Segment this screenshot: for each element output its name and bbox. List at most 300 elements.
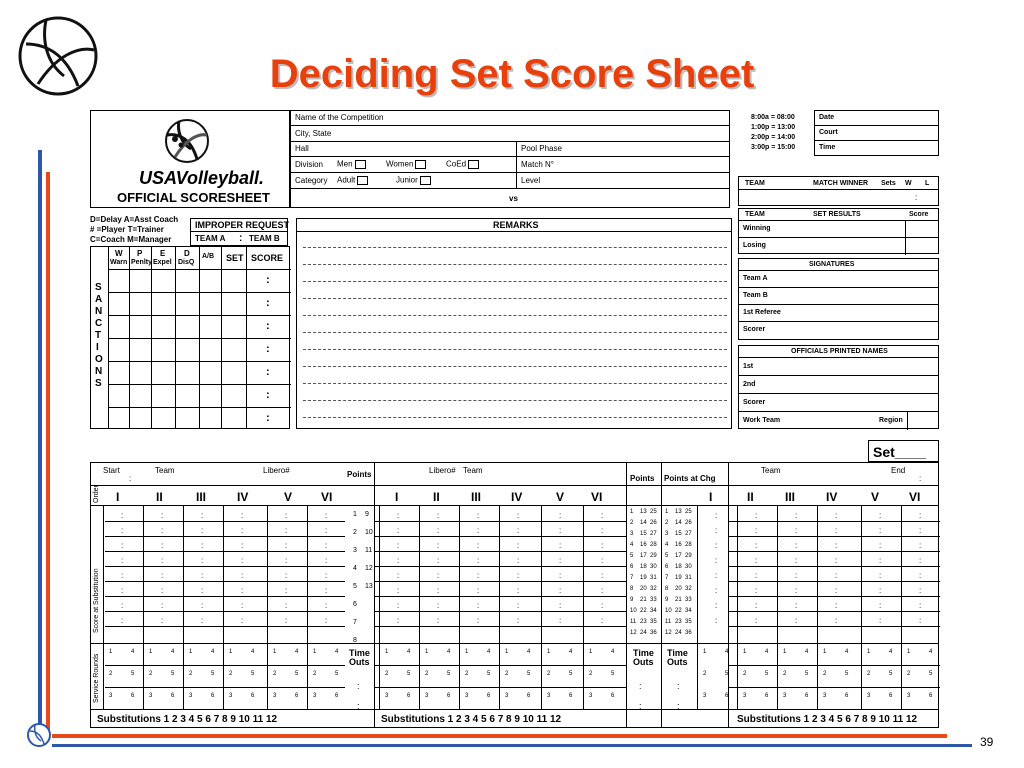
service-round-number: 6 [889,693,893,699]
score-colon: : [437,511,440,520]
score-colon: : [201,571,204,580]
score-colon: : [477,556,480,565]
service-round-number: 2 [867,671,871,677]
points-cell: 6 [665,564,669,570]
score-colon: : [477,526,480,535]
score-colon: : [161,616,164,625]
score-colon: : [517,556,520,565]
score-colon: : [919,601,922,610]
score-colon: : [397,616,400,625]
service-round-number: 3 [149,693,153,699]
set-label-box [868,440,939,462]
score-colon: : [715,541,718,550]
points-cell: 27 [685,531,692,537]
score-colon: : [201,601,204,610]
points-cell: 32 [650,586,657,592]
score-colon: : [121,541,124,550]
service-rounds-side-label: Service Rounds [93,653,100,703]
score-colon: : [879,571,882,580]
score-colon: : [325,526,328,535]
score-colon: : [241,511,244,520]
service-round-number: 6 [569,693,573,699]
service-round-number: 5 [805,671,809,677]
service-round-number: 2 [505,671,509,677]
match-no-label: Match N° [521,160,554,169]
rotation-ii-right: II [747,490,754,504]
service-round-number: 4 [487,649,491,655]
score-colon: : [437,616,440,625]
timeout-colon: : [639,701,642,711]
score-colon: : [601,571,604,580]
points-number: 4 [353,565,357,572]
score-colon: : [397,541,400,550]
score-colon: : [755,511,758,520]
rotation-vi-right: VI [909,490,921,504]
accent-bar-red [46,172,50,737]
time-label: Time [819,144,836,151]
service-round-number: 2 [425,671,429,677]
score-colon: : [325,601,328,610]
service-round-number: 3 [189,693,193,699]
sanction-score-colon: : [266,297,270,309]
timeout-colon: : [677,681,680,691]
points-cell: 23 [640,619,647,625]
service-round-number: 6 [131,693,135,699]
service-round-number: 1 [385,649,389,655]
officials-title: OFFICIALS PRINTED NAMES [791,348,888,355]
service-round-number: 5 [335,671,339,677]
score-colon: : [835,601,838,610]
score-colon: : [835,586,838,595]
points-cell: 20 [675,586,682,592]
service-round-number: 4 [765,649,769,655]
winner-team-header: TEAM [745,180,765,187]
score-colon: : [755,586,758,595]
service-round-number: 1 [273,649,277,655]
points-cell: 25 [650,509,657,515]
level-label: Level [521,176,541,185]
score-colon: : [601,601,604,610]
header-logo-box [90,110,290,208]
service-round-number: 5 [131,671,135,677]
points-cell: 13 [640,509,647,515]
service-round-number: 5 [611,671,615,677]
improper-colon: : [239,233,243,244]
score-colon: : [325,556,328,565]
service-round-number: 3 [385,693,389,699]
score-colon: : [161,601,164,610]
score-colon: : [517,526,520,535]
score-colon: : [161,511,164,520]
score-colon: : [559,586,562,595]
score-colon: : [397,556,400,565]
substitutions-left: Substitutions 1 2 3 4 5 6 7 8 9 10 11 12 [97,714,278,725]
timeout-colon: : [639,681,642,691]
competition-info-box [290,110,730,208]
points-label-left: Points [347,470,372,479]
score-colon: : [397,601,400,610]
points-cell: 24 [640,630,647,636]
sanction-score-header: SCORE [251,253,284,263]
sanction-e-header: E [160,249,166,258]
score-colon: : [437,601,440,610]
score-colon: : [437,526,440,535]
score-colon: : [559,601,562,610]
usav-ball-icon [161,117,213,165]
team-label-right: Team [761,466,781,475]
libero-label-mid: Libero# [429,466,456,475]
score-colon: : [879,616,882,625]
score-colon: : [795,586,798,595]
score-colon: : [715,616,718,625]
points-cell: 18 [675,564,682,570]
score-colon: : [919,571,922,580]
service-round-number: 6 [335,693,339,699]
points-number: 5 [353,583,357,590]
service-round-number: 6 [447,693,451,699]
points-at-chg-label: Points at Chg [664,474,716,483]
service-round-number: 6 [805,693,809,699]
service-round-number: 4 [569,649,573,655]
points-cell: 14 [640,520,647,526]
points-number: 8 [353,637,357,644]
sanctions-letter: A [95,294,103,305]
signature-team-b: Team B [743,292,768,299]
points-cell: 23 [675,619,682,625]
official-first: 1st [743,363,754,370]
time-outs-label: Time Outs [667,648,688,667]
team-label-left: Team [155,466,175,475]
score-colon: : [161,571,164,580]
points-cell: 17 [675,553,682,559]
service-round-number: 1 [823,649,827,655]
service-round-number: 6 [611,693,615,699]
score-colon: : [437,586,440,595]
points-cell: 5 [665,553,669,559]
service-round-number: 6 [765,693,769,699]
points-cell: 36 [685,630,692,636]
service-round-number: 2 [783,671,787,677]
service-round-number: 2 [189,671,193,677]
date-label: Date [819,114,835,121]
officials-table [738,345,939,429]
service-round-number: 5 [527,671,531,677]
service-round-number: 4 [335,649,339,655]
service-round-number: 2 [589,671,593,677]
score-colon: : [285,511,288,520]
score-colon: : [285,571,288,580]
coed-checkbox-label: CoEd [446,160,479,169]
service-round-number: 3 [505,693,509,699]
score-colon: : [795,616,798,625]
service-round-number: 4 [447,649,451,655]
points-cell: 22 [640,608,647,614]
points-cell: 30 [650,564,657,570]
losing-label: Losing [743,242,766,249]
sanction-disq-sub: DisQ [178,259,195,266]
volleyball-icon [26,722,52,748]
improper-request-title: IMPROPER REQUEST [195,220,290,230]
service-round-number: 4 [527,649,531,655]
improper-team-b: TEAM B [249,234,280,243]
service-round-number: 3 [273,693,277,699]
score-colon: : [755,526,758,535]
service-round-number: 3 [743,693,747,699]
points-cell: 11 [630,619,637,625]
points-cell: 31 [650,575,657,581]
score-colon: : [241,586,244,595]
score-area [90,462,939,728]
service-round-number: 1 [547,649,551,655]
service-round-number: 1 [907,649,911,655]
brand-name: USAVolleyball. [139,168,265,188]
score-colon: : [121,511,124,520]
service-round-number: 2 [385,671,389,677]
service-round-number: 1 [149,649,153,655]
score-colon: : [477,601,480,610]
points-cell: 2 [630,520,634,526]
libero-label-left: Libero# [263,466,290,475]
score-colon: : [285,601,288,610]
points-cell: 1 [630,509,634,515]
men-checkbox-label: Men [337,160,366,169]
sanction-score-colon: : [266,389,270,401]
accent-bar-blue [38,150,42,745]
sanctions-letter: S [95,282,102,293]
score-colon: : [161,541,164,550]
points-cell: 14 [675,520,682,526]
service-round-number: 4 [407,649,411,655]
score-colon: : [517,571,520,580]
junior-checkbox[interactable] [420,176,431,185]
score-colon: : [121,586,124,595]
sanction-score-colon: : [266,274,270,286]
sanction-penlty-sub: Penlty [131,259,153,266]
end-label: End [891,466,906,475]
service-round-number: 3 [783,693,787,699]
set-results-header: SET RESULTS [813,211,861,218]
score-colon: : [601,586,604,595]
match-winner-header: MATCH WINNER [813,180,869,187]
sets-colon: : [915,193,918,202]
score-colon: : [201,556,204,565]
service-round-number: 5 [765,671,769,677]
score-colon: : [241,526,244,535]
points-cell: 17 [640,553,647,559]
score-colon: : [715,586,718,595]
service-round-number: 5 [251,671,255,677]
points-cell: 9 [665,597,669,603]
rotation-v-mid: V [556,490,565,504]
service-round-number: 4 [845,649,849,655]
service-round-number: 6 [171,693,175,699]
signatures-table [738,258,939,340]
score-colon: : [559,556,562,565]
points-cell: 35 [650,619,657,625]
service-round-number: 3 [907,693,911,699]
service-round-number: 4 [611,649,615,655]
service-round-number: 4 [211,649,215,655]
points-cell: 27 [650,531,657,537]
rotation-ii-mid: II [433,490,440,504]
service-round-number: 3 [425,693,429,699]
score-colon: : [437,541,440,550]
score-colon: : [397,571,400,580]
service-round-number: 4 [889,649,893,655]
points-cell: 34 [685,608,692,614]
score-colon: : [517,541,520,550]
rotation-iv-mid: IV [511,490,523,504]
sanctions-letter: N [95,366,103,377]
points-cell: 15 [640,531,647,537]
service-round-number: 3 [109,693,113,699]
service-round-number: 2 [465,671,469,677]
service-round-number: 3 [867,693,871,699]
service-round-number: 3 [465,693,469,699]
service-round-number: 5 [929,671,933,677]
score-colon: : [879,526,882,535]
score-colon: : [325,616,328,625]
start-label: Start [103,466,120,475]
sanction-score-colon: : [266,412,270,424]
service-round-number: 5 [407,671,411,677]
score-colon: : [879,601,882,610]
time-conversion-3: 3:00p = 15:00 [751,144,796,151]
service-round-number: 4 [805,649,809,655]
rotation-iv-left: IV [237,490,249,504]
score-colon: : [161,586,164,595]
rotation-iii-left: III [196,490,207,504]
women-checkbox[interactable] [415,160,426,169]
service-round-number: 1 [867,649,871,655]
points-cell: 7 [665,575,669,581]
women-checkbox-label: Women [386,160,426,169]
rotation-v-right: V [871,490,880,504]
score-colon: : [715,511,718,520]
service-round-number: 5 [171,671,175,677]
score-header: Score [909,211,929,218]
competition-name-label: Name of the Competition [295,113,384,122]
timeout-colon: : [357,701,360,711]
score-colon: : [121,526,124,535]
service-round-number: 5 [889,671,893,677]
score-colon: : [601,526,604,535]
substitutions-right: Substitutions 1 2 3 4 5 6 7 8 9 10 11 12 [737,714,918,725]
score-colon: : [715,526,718,535]
service-round-number: 5 [569,671,573,677]
improper-team-a: TEAM A [195,234,226,243]
points-cell: 26 [685,520,692,526]
points-cell: 16 [675,542,682,548]
service-round-number: 2 [907,671,911,677]
category-label: Category [295,176,328,185]
slide-number: 39 [980,735,994,749]
score-colon: : [795,511,798,520]
coed-checkbox[interactable] [468,160,479,169]
start-colon: : [129,474,132,483]
score-colon: : [919,616,922,625]
score-colon: : [241,541,244,550]
points-cell: 29 [650,553,657,559]
points-number: 12 [365,565,373,572]
service-round-number: 1 [505,649,509,655]
points-cell: 34 [650,608,657,614]
official-second: 2nd [743,381,756,388]
adult-checkbox[interactable] [357,176,368,185]
points-cell: 21 [640,597,647,603]
score-colon: : [879,556,882,565]
points-cell: 31 [685,575,692,581]
pool-phase-label: Pool Phase [521,144,562,153]
points-number: 2 [353,529,357,536]
service-round-number: 3 [229,693,233,699]
score-colon: : [715,556,718,565]
score-colon: : [715,571,718,580]
score-colon: : [517,586,520,595]
points-number: 7 [353,619,357,626]
sets-header: Sets [881,180,896,187]
service-round-number: 1 [703,649,707,655]
sanction-score-colon: : [266,343,270,355]
accent-line-red [52,734,947,738]
men-checkbox[interactable] [355,160,366,169]
sanction-w-header: W [115,249,123,258]
service-round-number: 2 [743,671,747,677]
sanctions-letter: C [95,318,103,329]
junior-checkbox-label: Junior [396,176,431,185]
service-round-number: 2 [823,671,827,677]
score-colon: : [795,556,798,565]
service-round-number: 6 [929,693,933,699]
vs-label: vs [509,194,518,203]
slide-title: Deciding Set Score Sheet [269,52,755,96]
signature-first-referee: 1st Referee [743,309,781,316]
service-round-number: 5 [845,671,849,677]
rotation-i-right: I [709,490,713,504]
signature-team-a: Team A [743,275,768,282]
sanction-score-colon: : [266,320,270,332]
service-round-number: 5 [447,671,451,677]
score-colon: : [121,571,124,580]
service-round-number: 3 [703,693,707,699]
points-number: 10 [365,529,373,536]
service-round-number: 2 [149,671,153,677]
score-colon: : [201,526,204,535]
points-cell: 9 [630,597,634,603]
set-results-table [738,208,939,254]
points-cell: 2 [665,520,669,526]
score-colon: : [715,601,718,610]
legend-line-1: D=Delay A=Asst Coach [90,215,179,224]
points-number: 9 [365,511,369,518]
points-cell: 15 [675,531,682,537]
score-colon: : [161,556,164,565]
service-round-number: 6 [211,693,215,699]
score-colon: : [601,616,604,625]
set-label: Set____ [873,444,926,460]
work-team-label: Work Team [743,417,781,424]
score-colon: : [325,541,328,550]
score-colon: : [397,526,400,535]
score-colon: : [241,556,244,565]
score-colon: : [285,616,288,625]
time-conversion-0: 8:00a = 08:00 [751,114,795,121]
time-conversion-2: 2:00p = 14:00 [751,134,796,141]
score-colon: : [201,616,204,625]
score-colon: : [397,586,400,595]
points-cell: 28 [650,542,657,548]
sanctions-letter: N [95,306,103,317]
